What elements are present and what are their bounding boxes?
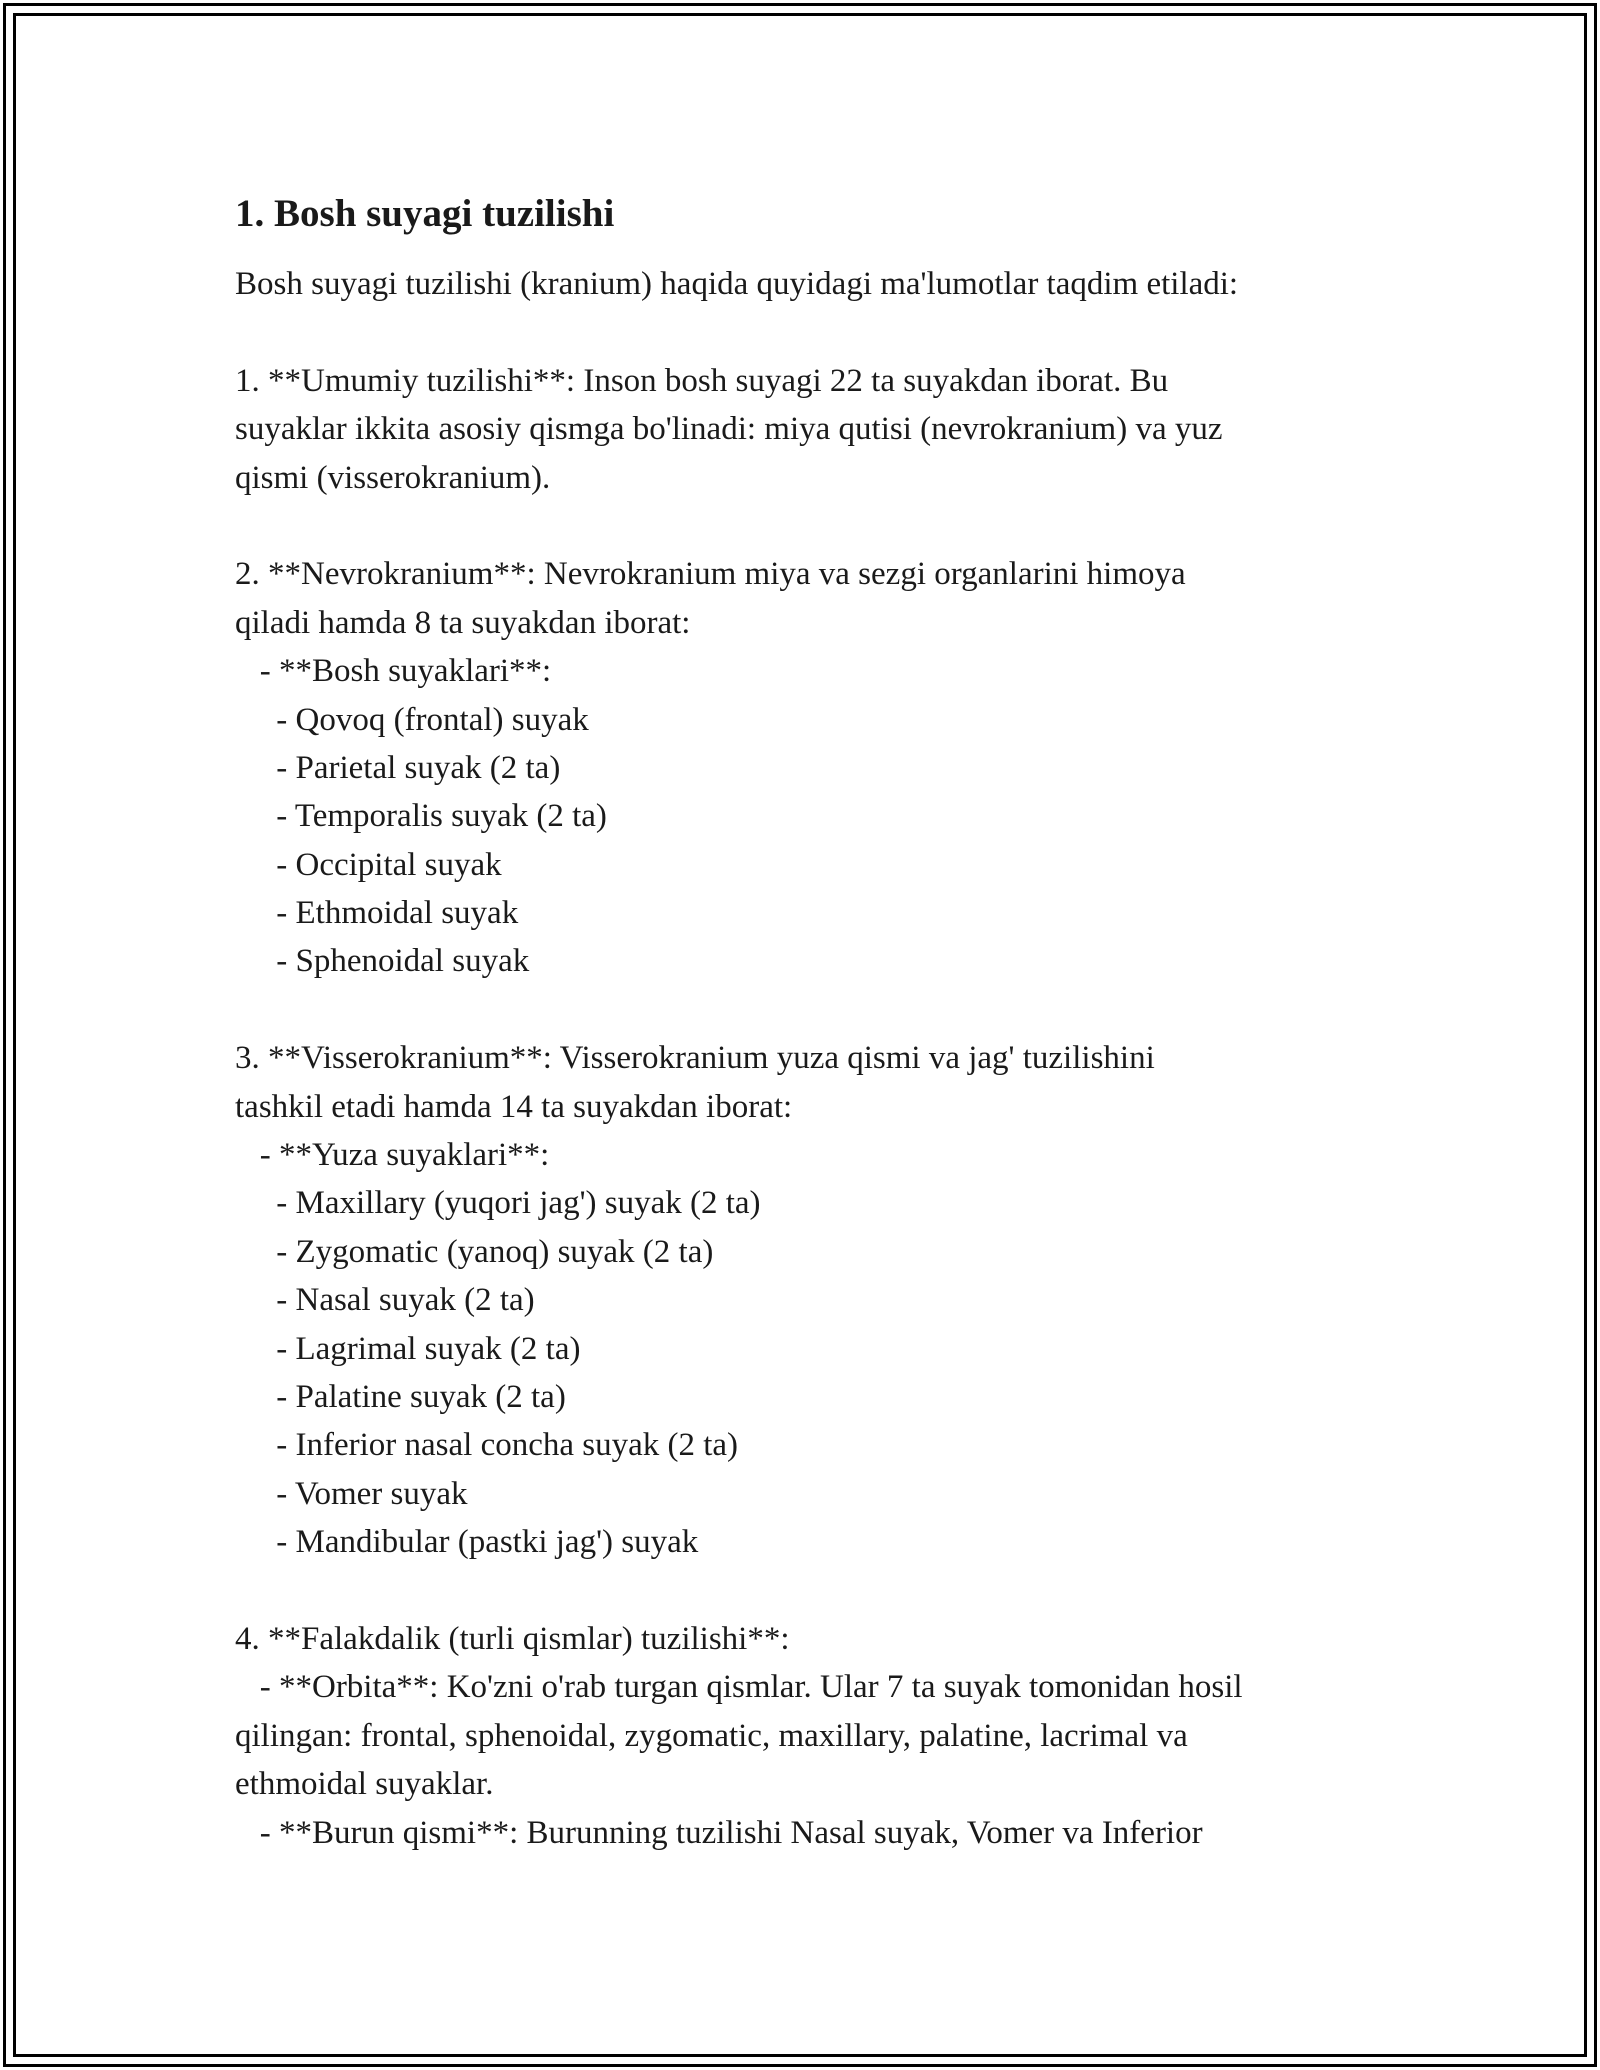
text-line: - Palatine suyak (2 ta) (235, 1378, 566, 1415)
text-line: - Maxillary (yuqori jag') suyak (2 ta) (235, 1185, 761, 1222)
text-line: qismi (visserokranium). (235, 459, 551, 496)
text-line: 4. **Falakdalik (turli qismlar) tuzilishi**: (235, 1620, 790, 1657)
text-line: Bosh suyagi tuzilishi (kranium) haqida quyidagi ma'lumotlar taqdim etiladi: (235, 266, 1239, 302)
text-line: - Occipital suyak (235, 846, 502, 883)
text-line: 3. **Visserokranium**: Visserokranium yuza qismi va jag' tuzilishini (235, 1040, 1155, 1077)
document-text (235, 260, 1395, 1857)
text-line: suyaklar ikkita asosiy qismga bo'linadi: miya qutisi (nevrokranium) va yuz (235, 411, 1223, 448)
text-line: ethmoidal suyaklar. (235, 1766, 494, 1803)
text-line: - Sphenoidal suyak (235, 943, 530, 980)
text-line: - Inferior nasal concha suyak (2 ta) (235, 1427, 739, 1464)
text-line: - **Yuza suyaklari**: (235, 1137, 550, 1174)
text-line: 2. **Nevrokranium**: Nevrokranium miya va sezgi organlarini himoya (235, 556, 1186, 593)
text-line: qilingan: frontal, sphenoidal, zygomatic, maxillary, palatine, lacrimal va (235, 1717, 1188, 1754)
text-line: tashkil etadi hamda 14 ta suyakdan iborat: (235, 1088, 793, 1125)
document-title: 1. Bosh suyagi tuzilishi (235, 192, 615, 235)
text-line (235, 1567, 1395, 1615)
text-line (235, 502, 1395, 550)
text-line: - Zygomatic (yanoq) suyak (2 ta) (235, 1233, 714, 1270)
text-line: - Lagrimal suyak (2 ta) (235, 1330, 581, 1367)
text-line: - Temporalis suyak (2 ta) (235, 798, 607, 835)
text-line (235, 986, 1395, 1034)
text-line: - Vomer suyak (235, 1475, 468, 1512)
text-line: - **Bosh suyaklari**: (235, 653, 552, 690)
text-line: - **Burun qismi**: Burunning tuzilishi Nasal suyak, Vomer va Inferior (235, 1814, 1203, 1851)
text-line: - Qovoq (frontal) suyak (235, 701, 589, 738)
text-line (235, 308, 1395, 356)
text-line: - Nasal suyak (2 ta) (235, 1282, 535, 1319)
text-line: - Ethmoidal suyak (235, 895, 519, 932)
text-line: - Mandibular (pastki jag') suyak (235, 1524, 699, 1561)
text-line: - **Orbita**: Ko'zni o'rab turgan qismlar. Ular 7 ta suyak tomonidan hosil (235, 1669, 1243, 1706)
text-line: qiladi hamda 8 ta suyakdan iborat: (235, 604, 691, 641)
text-line: - Parietal suyak (2 ta) (235, 749, 561, 786)
text-line: 1. **Umumiy tuzilishi**: Inson bosh suyagi 22 ta suyakdan iborat. Bu (235, 362, 1169, 399)
document-body (235, 186, 1395, 1857)
